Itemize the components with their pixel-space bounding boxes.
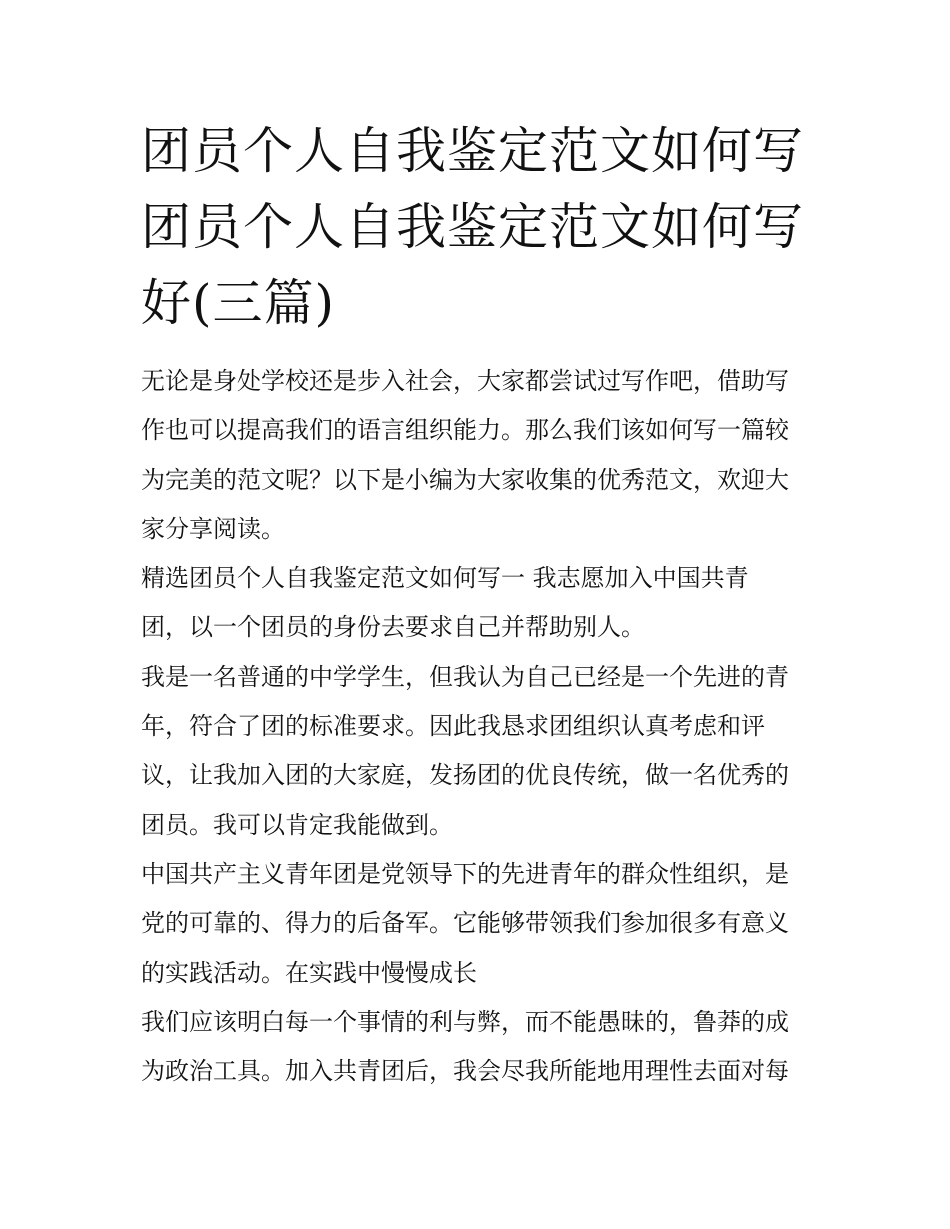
text-line: 我是一名普通的中学学生，但我认为自己已经是一个先进的青 (141, 662, 789, 691)
paragraph-section-heading (141, 554, 831, 653)
text-line: 团员。我可以肯定我能做到。 (141, 810, 453, 839)
text-line: 无论是身处学校还是步入社会，大家都尝试过写作吧，借助写 (141, 367, 789, 395)
paragraph-league-description (141, 850, 831, 998)
paragraph-intro (141, 357, 831, 554)
document-title (141, 113, 821, 341)
text-line: 的实践活动。在实践中慢慢成长 (141, 958, 477, 987)
title-line: 好(三篇) (141, 274, 336, 332)
text-line: 我们应该明白每一个事情的利与弊，而不能愚昧的，鲁莽的成 (141, 1007, 789, 1036)
text-line: 中国共产主义青年团是党领导下的先进青年的群众性组织，是 (141, 859, 789, 888)
paragraph-self-statement (141, 653, 831, 850)
text-line: 为完美的范文呢？以下是小编为大家收集的优秀范文，欢迎大 (141, 465, 789, 494)
text-line: 团，以一个团员的身份去要求自己并帮助别人。 (141, 613, 645, 642)
paragraph-commitment (141, 998, 831, 1097)
title-line: 团员个人自我鉴定范文如何写 (141, 122, 804, 180)
text-line: 为政治工具。加入共青团后，我会尽我所能地用理性去面对每 (141, 1057, 789, 1086)
text-line: 党的可靠的、得力的后备军。它能够带领我们参加很多有意义 (141, 909, 789, 938)
title-line: 团员个人自我鉴定范文如何写 (141, 198, 804, 256)
text-line: 精选团员个人自我鉴定范文如何写一 我志愿加入中国共青 (141, 564, 749, 593)
text-line: 作也可以提高我们的语言组织能力。那么我们该如何写一篇较 (141, 416, 789, 445)
text-line: 年，符合了团的标准要求。因此我恳求团组织认真考虑和评 (141, 712, 765, 741)
text-line: 家分享阅读。 (141, 514, 285, 543)
text-line: 议，让我加入团的大家庭，发扬团的优良传统，做一名优秀的 (141, 761, 789, 790)
document-body (141, 357, 831, 1096)
